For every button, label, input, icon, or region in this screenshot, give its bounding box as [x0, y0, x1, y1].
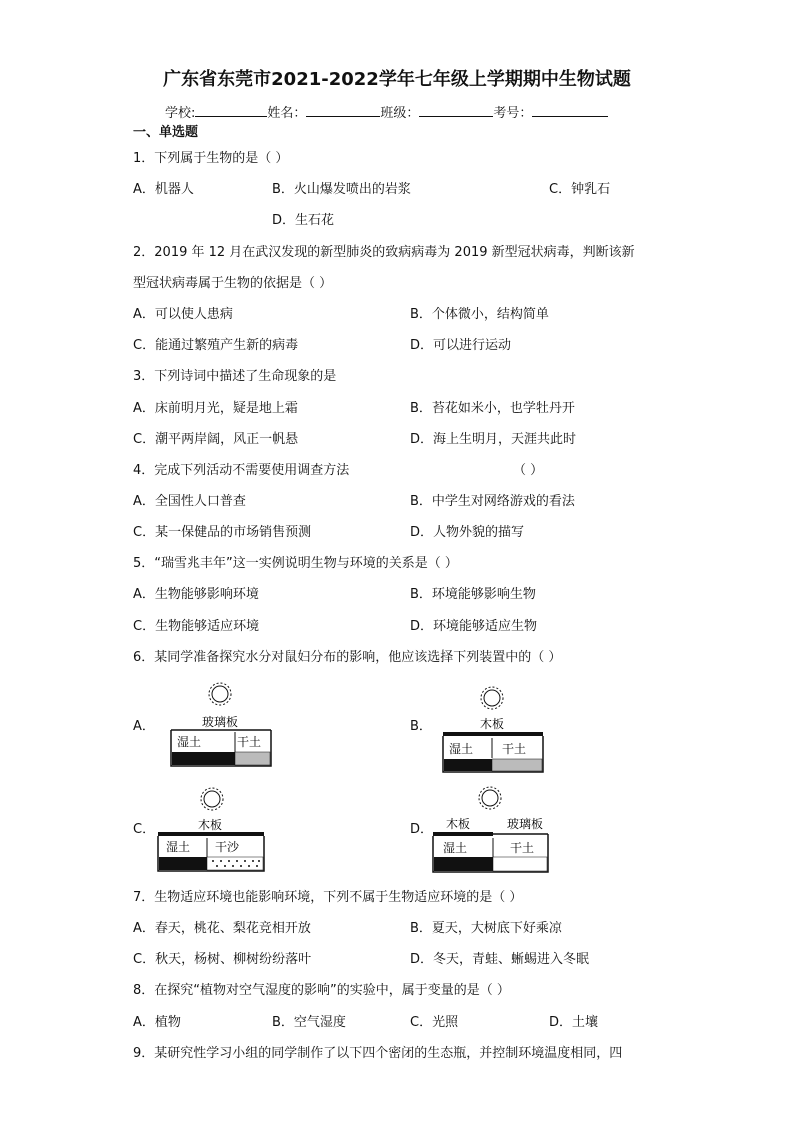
exam-no-label: 考号： — [493, 106, 533, 121]
page-title: 广东省东莞市2021-2022学年七年级上学期期中生物试题 — [163, 69, 631, 90]
q1-option-a[interactable]: A．机器人 — [133, 182, 194, 197]
q6-option-d[interactable]: D． — [410, 822, 434, 837]
q1-option-d[interactable]: D．生石花 — [272, 213, 335, 228]
student-info-row — [165, 104, 608, 122]
q2-stem: 2．2019 年 12 月在武汉发现的新型肺炎的致病病毒为 2019 新型冠状病毒，判断该新 — [133, 245, 635, 260]
q2-stem-cont: 型冠状病毒属于生物的依据是（ ） — [133, 276, 333, 291]
wet-soil — [434, 857, 493, 871]
right-soil-label: 干土 — [502, 742, 527, 756]
wet-soil — [444, 759, 492, 771]
q3-stem: 3．下列诗词中描述了生命现象的是 — [133, 369, 337, 384]
wet-soil — [172, 752, 235, 765]
q4-option-b[interactable]: B．中学生对网络游戏的看法 — [410, 494, 575, 509]
wood-cover — [433, 832, 493, 836]
q5-option-c[interactable]: C．生物能够适应环境 — [133, 619, 260, 634]
q3-option-d[interactable]: D．海上生明月，天涯共此时 — [410, 432, 577, 447]
wet-soil — [159, 857, 207, 870]
q6-stem: 6．某同学准备探究水分对鼠妇分布的影响，他应该选择下列装置中的（ ） — [133, 650, 562, 665]
cover-plate — [443, 732, 543, 736]
dry-soil — [492, 759, 542, 771]
school-blank[interactable] — [195, 104, 267, 117]
q3-option-c[interactable]: C．潮平两岸阔，风正一帆悬 — [133, 432, 299, 447]
q4-answer-paren: （ ） — [513, 463, 544, 478]
cover-label: 木板 — [479, 717, 505, 731]
left-soil-label: 湿土 — [443, 841, 468, 855]
q6-option-b[interactable]: B． — [410, 719, 432, 734]
q5-option-d[interactable]: D．环境能够适应生物 — [410, 619, 538, 634]
q5-option-a[interactable]: A．生物能够影响环境 — [133, 587, 259, 602]
q4-option-a[interactable]: A．全国性人口普查 — [133, 494, 246, 509]
q6-figure-a — [165, 680, 277, 770]
dry-soil — [493, 857, 547, 871]
right-soil-label: 干沙 — [215, 840, 240, 854]
cover-right-label: 玻璃板 — [506, 817, 544, 831]
cover-label: 玻璃板 — [201, 715, 239, 729]
q8-option-a[interactable]: A．植物 — [133, 1015, 181, 1030]
q4-option-d[interactable]: D．人物外貌的描写 — [410, 525, 525, 540]
q6-figure-b — [440, 680, 552, 775]
name-blank[interactable] — [306, 104, 380, 117]
exam-no-blank[interactable] — [532, 104, 608, 117]
q8-stem: 8．在探究“植物对空气湿度的影响”的实验中，属于变量的是（ ） — [133, 983, 510, 998]
cover-label: 木板 — [197, 818, 223, 832]
q4-option-c[interactable]: C．某一保健品的市场销售预测 — [133, 525, 312, 540]
sun-icon — [201, 788, 223, 810]
q9-stem: 9．某研究性学习小组的同学制作了以下四个密闭的生态瓶，并控制环境温度相同，四 — [133, 1046, 623, 1061]
q1-option-b[interactable]: B．火山爆发喷出的岩浆 — [272, 182, 411, 197]
dry-sand — [207, 857, 263, 870]
sun-icon — [209, 683, 231, 705]
q3-option-b[interactable]: B．苔花如米小，也学牡丹开 — [410, 401, 575, 416]
class-blank[interactable] — [419, 104, 493, 117]
q2-option-b[interactable]: B．个体微小，结构简单 — [410, 307, 549, 322]
class-label: 班级： — [380, 106, 420, 121]
cover-left-label: 木板 — [445, 817, 471, 831]
q6-figure-c — [155, 785, 267, 875]
q6-option-a[interactable]: A． — [133, 719, 155, 734]
name-label: 姓名： — [267, 106, 307, 121]
dry-soil — [235, 752, 270, 765]
left-soil-label: 湿土 — [166, 840, 191, 854]
section-heading: 一、单选题 — [133, 125, 199, 140]
q8-option-b[interactable]: B．空气湿度 — [272, 1015, 346, 1030]
q7-option-a[interactable]: A．春天，桃花、梨花竞相开放 — [133, 921, 311, 936]
q3-option-a[interactable]: A．床前明月光，疑是地上霜 — [133, 401, 298, 416]
q7-option-d[interactable]: D．冬天，青蛙、蜥蜴进入冬眠 — [410, 952, 590, 967]
q2-option-c[interactable]: C．能通过繁殖产生新的病毒 — [133, 338, 299, 353]
q5-stem: 5．“瑞雪兆丰年”这一实例说明生物与环境的关系是（ ） — [133, 556, 458, 571]
q7-stem: 7．生物适应环境也能影响环境，下列不属于生物适应环境的是（ ） — [133, 890, 523, 905]
q6-figure-d — [428, 782, 558, 877]
q2-option-d[interactable]: D．可以进行运动 — [410, 338, 512, 353]
q7-option-c[interactable]: C．秋天，杨树、柳树纷纷落叶 — [133, 952, 312, 967]
q7-option-b[interactable]: B．夏天，大树底下好乘凉 — [410, 921, 562, 936]
sun-icon — [479, 787, 501, 809]
left-soil-label: 湿土 — [449, 742, 474, 756]
q4-stem: 4．完成下列活动不需要使用调查方法 — [133, 463, 350, 478]
q1-option-c[interactable]: C．钟乳石 — [549, 182, 611, 197]
cover-plate — [158, 832, 264, 836]
q1-stem: 1．下列属于生物的是（ ） — [133, 151, 289, 166]
q6-option-c[interactable]: C． — [133, 822, 156, 837]
sun-icon — [481, 687, 503, 709]
q8-option-c[interactable]: C．光照 — [410, 1015, 459, 1030]
q5-option-b[interactable]: B．环境能够影响生物 — [410, 587, 536, 602]
left-soil-label: 湿土 — [177, 735, 202, 749]
q8-option-d[interactable]: D．土壤 — [549, 1015, 599, 1030]
right-soil-label: 干土 — [510, 841, 535, 855]
right-soil-label: 干土 — [237, 735, 262, 749]
q2-option-a[interactable]: A．可以使人患病 — [133, 307, 233, 322]
school-label: 学校: — [165, 106, 196, 121]
